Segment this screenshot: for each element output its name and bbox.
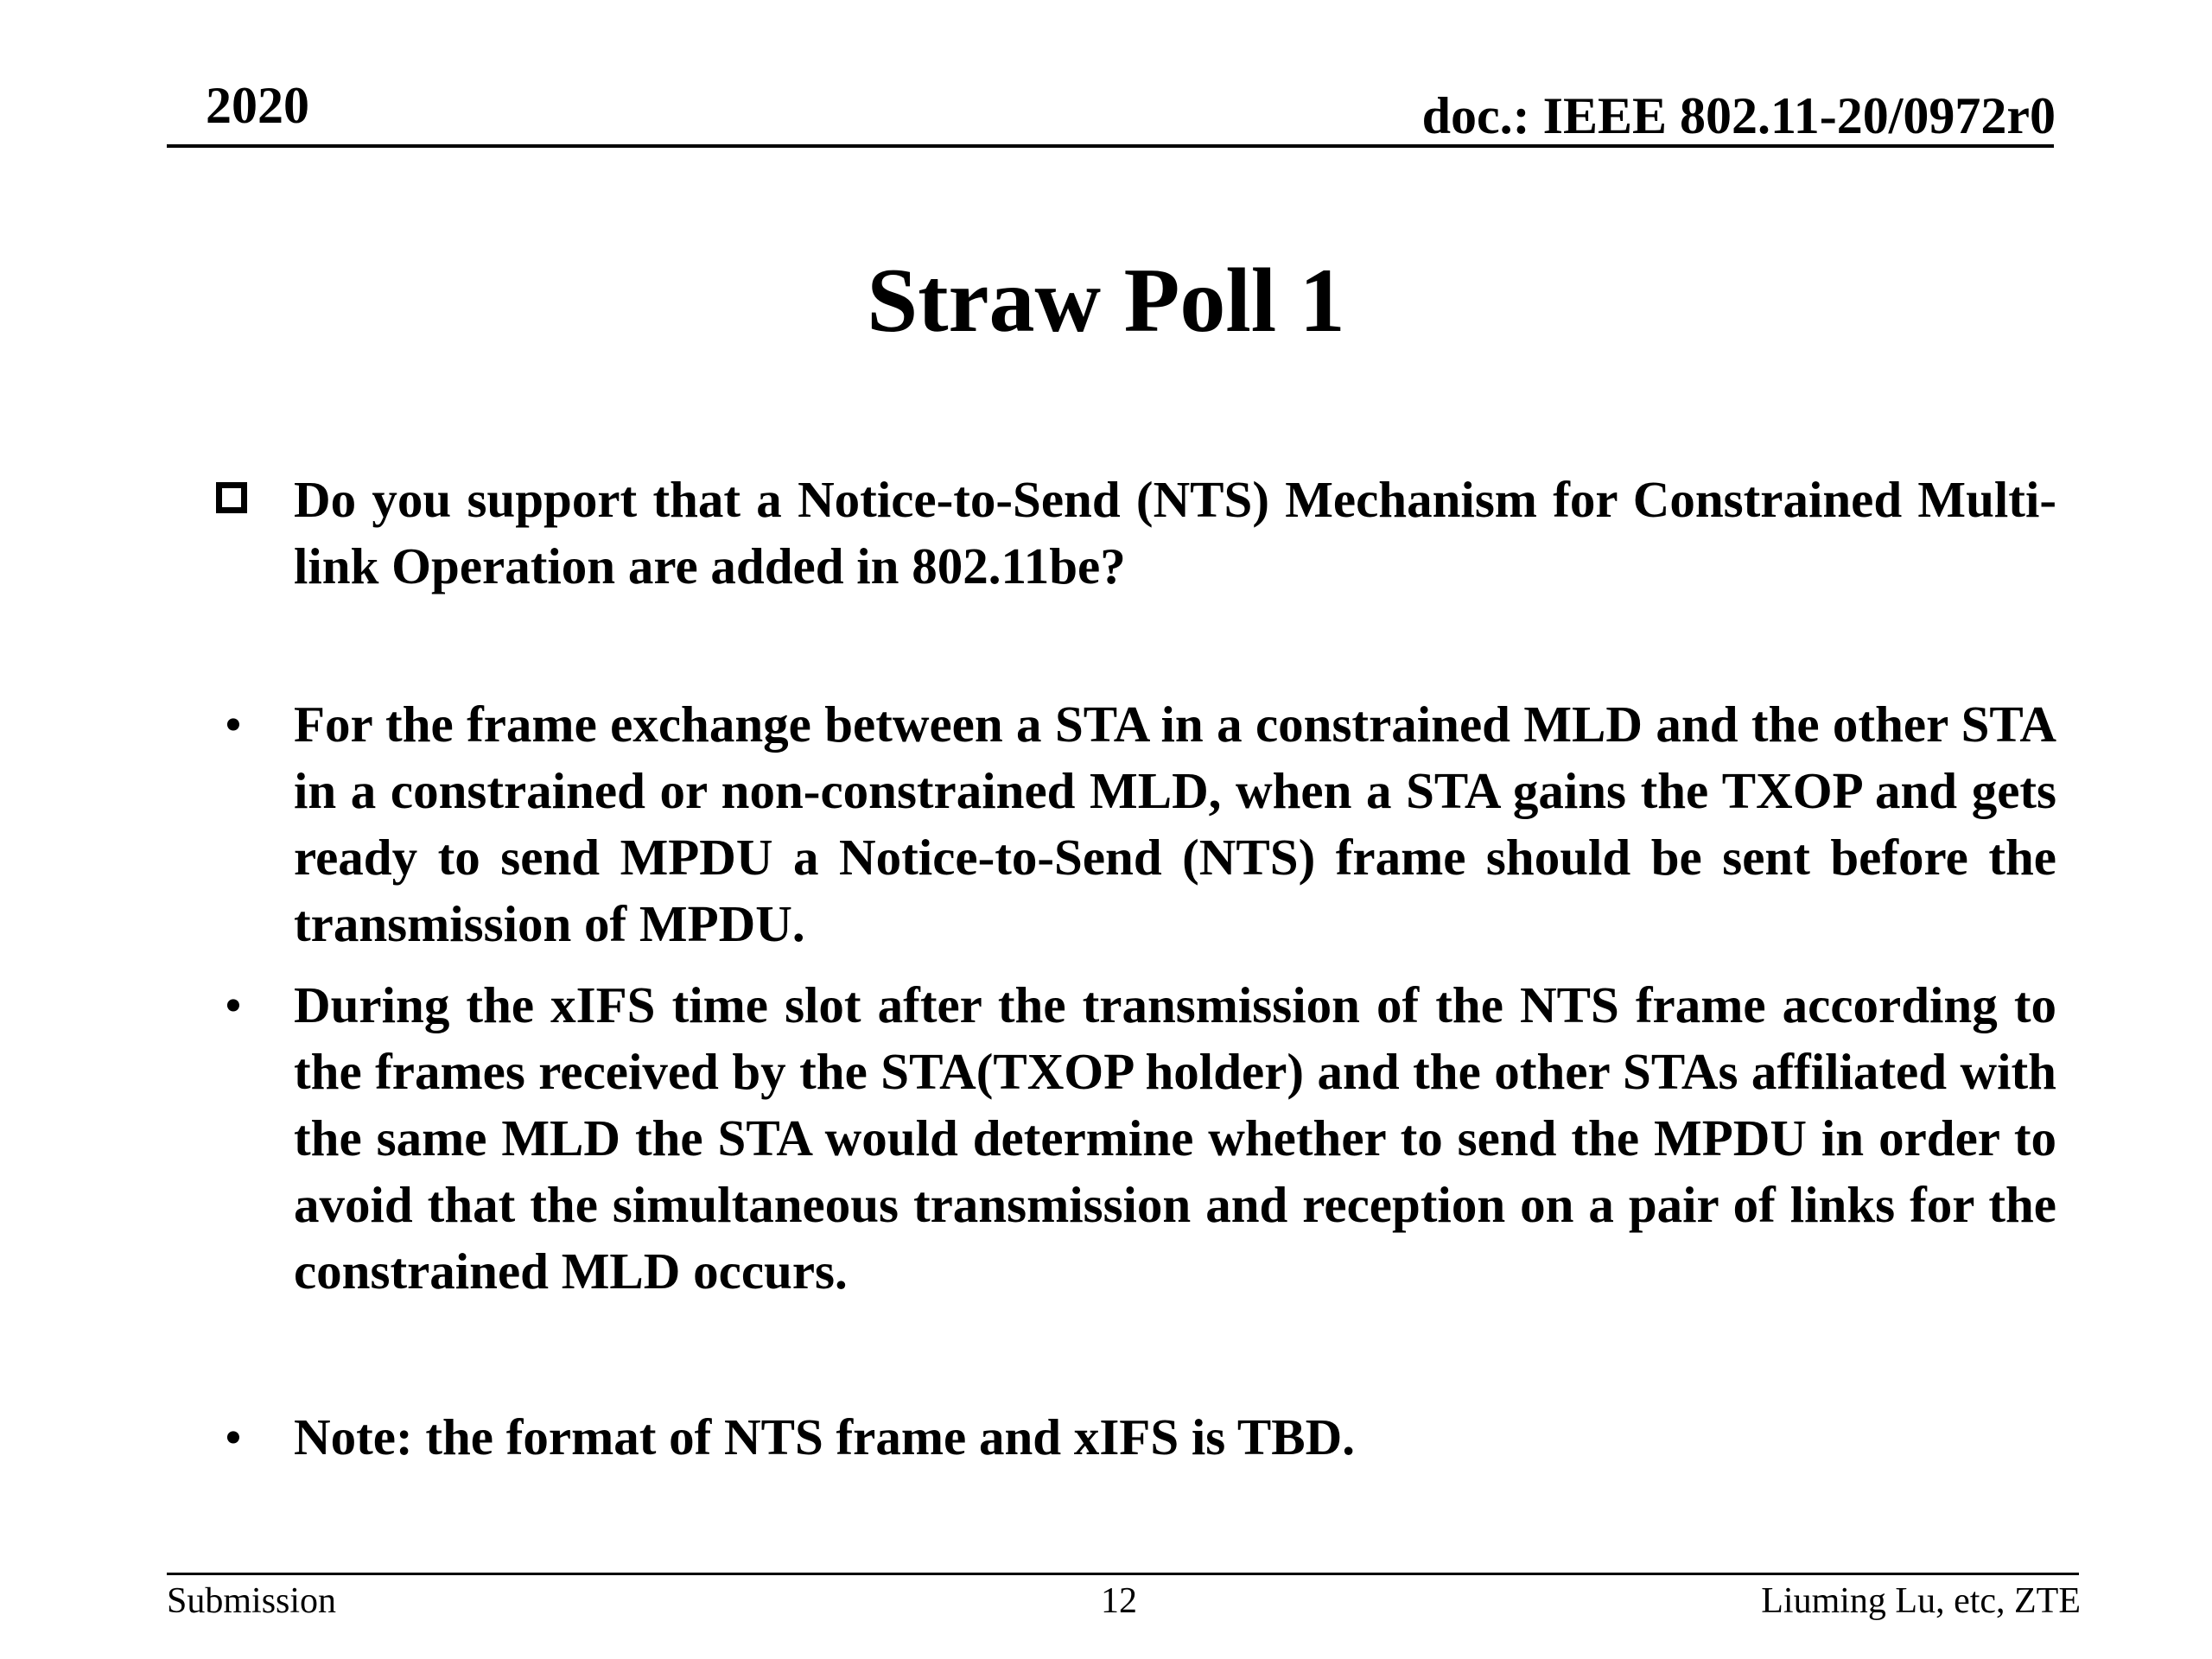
bullet-dot-icon: •: [224, 1408, 243, 1465]
bullet-dot-icon: •: [224, 976, 243, 1033]
header-date: 2020: [206, 77, 309, 134]
bullet-item-1: [224, 691, 2056, 957]
footer-submission: Submission: [167, 1581, 337, 1621]
footer-divider: [167, 1573, 2079, 1575]
slide-title: Straw Poll 1: [867, 250, 1345, 351]
checkbox-square-icon: [216, 482, 247, 513]
bullet-item-2: [224, 972, 2056, 1305]
header-divider: [167, 144, 2054, 148]
bullet-item-3: [224, 1404, 2056, 1471]
bullet-text-3: Note: the format of NTS frame and xIFS is TBD.: [294, 1408, 1355, 1465]
question-text: Do you support that a Notice-to-Send (NTS) Mechanism for Constrained Multi-link Operation are added in 802.11be?: [294, 471, 2056, 594]
footer-author: Liuming Lu, etc, ZTE: [1761, 1581, 2081, 1621]
bullet-text-1: For the frame exchange between a STA in a constrained MLD and the other STA in a constrained or non-constrained MLD, when a STA gains the TXOP and gets ready to send MPDU a Notice-to-Send (NTS) frame should be sent before the transmission of MPDU.: [294, 696, 2056, 952]
question-item: [294, 467, 2056, 600]
footer-page-number: 12: [1101, 1581, 1137, 1621]
header-doc-id: doc.: IEEE 802.11-20/0972r0: [1421, 87, 2056, 144]
bullet-dot-icon: •: [224, 696, 243, 753]
bullet-text-2: During the xIFS time slot after the transmission of the NTS frame according to the frames received by the STA(TXOP holder) and the other STAs affiliated with the same MLD the STA would determine whether to send the MPDU in order to avoid that the simultaneous transmission and reception on a pair of links for the constrained MLD occurs.: [294, 976, 2056, 1300]
